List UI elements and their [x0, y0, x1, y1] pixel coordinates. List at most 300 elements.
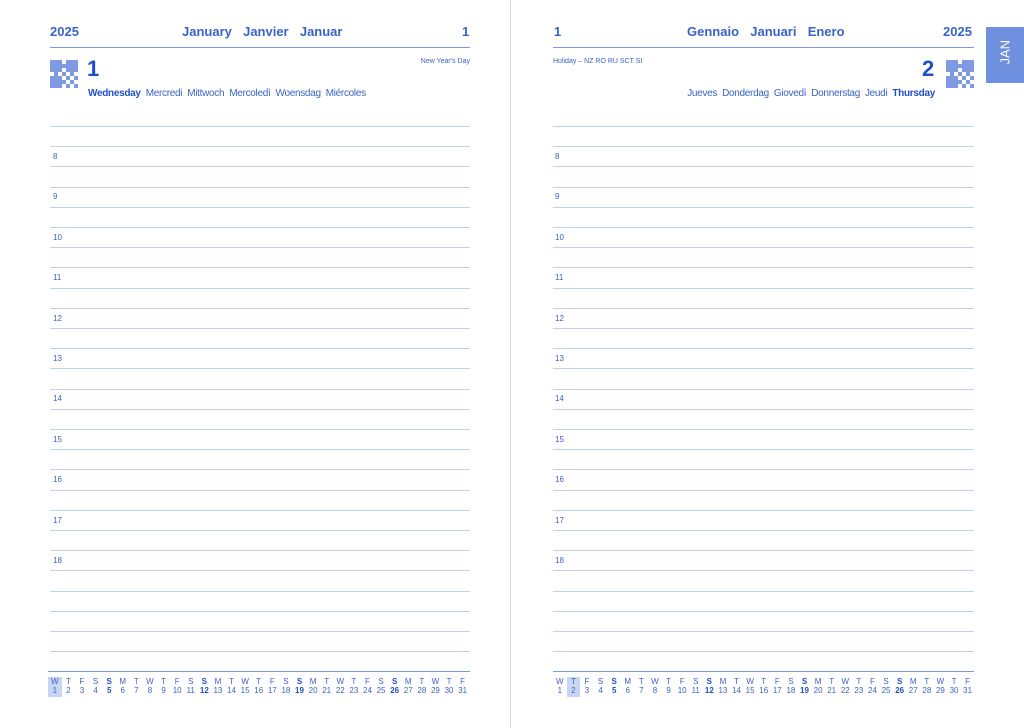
mini-calendar-weekday: M	[909, 677, 917, 686]
ruled-line	[553, 449, 974, 450]
mini-calendar-date: 2	[571, 686, 576, 695]
mini-calendar-day[interactable]	[293, 677, 307, 697]
mini-calendar-weekday: M	[214, 677, 222, 686]
mini-calendar	[553, 677, 974, 697]
hour-label: 10	[53, 233, 62, 242]
ruled-line	[50, 247, 470, 248]
mini-calendar	[48, 677, 469, 697]
ruled-line	[553, 510, 974, 511]
ruled-line	[553, 651, 974, 652]
mini-calendar-weekday: F	[460, 677, 466, 686]
mini-calendar-weekday: T	[229, 677, 234, 686]
mini-calendar-date: 24	[363, 686, 372, 695]
mini-calendar-date: 7	[639, 686, 644, 695]
header-rule	[553, 47, 974, 48]
ruled-line	[553, 187, 974, 188]
mini-calendar-day[interactable]	[225, 677, 239, 697]
mini-calendar-weekday: M	[119, 677, 127, 686]
mini-calendar-weekday: S	[296, 677, 303, 686]
mini-calendar-day[interactable]	[906, 677, 920, 697]
mini-calendar-day[interactable]	[361, 677, 375, 697]
day-name: Mercoledì	[229, 88, 271, 99]
right-page	[512, 0, 1024, 728]
mini-calendar-weekday: S	[801, 677, 808, 686]
hour-label: 15	[53, 435, 62, 444]
ruled-line	[50, 166, 470, 167]
month-title: January Janvier Januar	[182, 24, 343, 39]
mini-calendar-weekday: T	[351, 677, 357, 686]
ruled-line	[553, 166, 974, 167]
mini-calendar-day[interactable]	[675, 677, 689, 697]
mini-calendar-weekday: T	[324, 677, 330, 686]
ruled-line	[553, 389, 974, 390]
day-of-year: 1	[462, 24, 470, 39]
mini-calendar-date: 30	[444, 686, 454, 695]
hour-label: 16	[53, 475, 62, 484]
mini-calendar-weekday: F	[174, 677, 180, 686]
mini-calendar-weekday: M	[814, 677, 822, 686]
mini-calendar-weekday: T	[924, 677, 930, 686]
ruled-line	[553, 368, 974, 369]
ruled-line	[553, 126, 974, 127]
ruled-line	[553, 328, 974, 329]
hour-label: 10	[555, 233, 564, 242]
mini-calendar-weekday: W	[51, 677, 59, 686]
mini-calendar-weekday: S	[283, 677, 289, 686]
mini-calendar-date: 31	[458, 686, 468, 695]
ruled-line	[553, 146, 974, 147]
mini-calendar-day[interactable]	[415, 677, 429, 697]
mini-calendar-day[interactable]	[934, 677, 948, 697]
mini-calendar-day[interactable]	[62, 677, 76, 697]
mini-calendar-weekday: M	[309, 677, 317, 686]
mini-calendar-date: 3	[584, 686, 590, 695]
mini-calendar-weekday: F	[269, 677, 275, 686]
ruled-line	[50, 328, 470, 329]
qr-code-icon-graphic	[946, 60, 974, 88]
ruled-line	[50, 449, 470, 450]
ruled-line	[50, 267, 470, 268]
ruled-line	[50, 389, 470, 390]
ruled-line	[553, 530, 974, 531]
mini-calendar-day[interactable]	[442, 677, 456, 697]
mini-calendar-weekday: S	[201, 677, 207, 686]
mini-calendar-date: 13	[718, 686, 728, 695]
mini-calendar-weekday: W	[651, 677, 659, 686]
ruled-line	[50, 611, 470, 612]
day-name: Woensdag	[275, 88, 321, 99]
ruled-line	[553, 288, 974, 289]
mini-calendar-day[interactable]	[838, 677, 852, 697]
mini-calendar-weekday: W	[146, 677, 154, 686]
mini-calendar-weekday: S	[106, 677, 112, 686]
mini-calendar-day[interactable]	[211, 677, 225, 697]
mini-calendar-date: 1	[557, 686, 563, 695]
ruled-line	[50, 651, 470, 652]
mini-calendar-weekday: W	[336, 677, 345, 686]
mini-calendar-weekday: T	[161, 677, 166, 686]
mini-calendar-day[interactable]	[48, 677, 62, 697]
mini-calendar-date: 20	[813, 686, 823, 695]
year-label: 2025	[943, 24, 972, 39]
mini-calendar-date: 15	[240, 686, 250, 695]
mini-calendar-weekday: T	[446, 677, 452, 686]
mini-calendar-day[interactable]	[689, 677, 703, 697]
mini-calendar-date: 5	[106, 686, 112, 695]
hour-label: 18	[53, 556, 62, 565]
mini-calendar-date: 26	[390, 686, 400, 695]
mini-calendar-day[interactable]	[116, 677, 130, 697]
mini-calendar-day[interactable]	[662, 677, 676, 697]
day-names-row	[687, 88, 935, 99]
mini-calendar-date: 28	[417, 686, 427, 695]
hour-label: 17	[53, 516, 62, 525]
mini-calendar-day[interactable]	[130, 677, 144, 697]
mini-calendar-weekday: F	[774, 677, 780, 686]
day-names-row	[88, 88, 366, 99]
ruled-line	[50, 187, 470, 188]
hour-label: 11	[53, 273, 62, 282]
ruled-line	[553, 207, 974, 208]
ruled-line	[553, 308, 974, 309]
mini-calendar-day[interactable]	[771, 677, 785, 697]
ruled-line	[553, 429, 974, 430]
mini-calendar-rule	[553, 671, 974, 672]
mini-calendar-day[interactable]	[866, 677, 880, 697]
mini-calendar-day[interactable]	[306, 677, 320, 697]
mini-calendar-day[interactable]	[456, 677, 470, 697]
hour-label: 13	[53, 354, 62, 363]
mini-calendar-date: 24	[868, 686, 877, 695]
mini-calendar-date: 19	[800, 686, 809, 695]
mini-calendar-day[interactable]	[784, 677, 798, 697]
mini-calendar-weekday: T	[638, 677, 644, 686]
mini-calendar-date: 31	[963, 686, 973, 695]
hour-label: 11	[555, 273, 564, 282]
mini-calendar-day[interactable]	[743, 677, 757, 697]
mini-calendar-date: 6	[625, 686, 630, 695]
mini-calendar-date: 16	[254, 686, 264, 695]
mini-calendar-day[interactable]	[266, 677, 280, 697]
mini-calendar-weekday: W	[841, 677, 850, 686]
mini-calendar-day[interactable]	[102, 677, 116, 697]
day-name: Jeudi	[864, 88, 888, 99]
mini-calendar-day[interactable]	[920, 677, 934, 697]
mini-calendar-day[interactable]	[580, 677, 594, 697]
mini-calendar-date: 14	[732, 686, 741, 695]
day-number: 1	[87, 56, 100, 81]
ruled-line	[553, 227, 974, 228]
mini-calendar-date: 29	[935, 686, 945, 695]
ruled-line	[553, 469, 974, 470]
day-name: Donnerstag	[811, 88, 860, 99]
mini-calendar-weekday: M	[624, 677, 632, 686]
mini-calendar-date: 15	[745, 686, 755, 695]
ruled-line	[50, 469, 470, 470]
ruled-line	[553, 631, 974, 632]
mini-calendar-weekday: T	[666, 677, 671, 686]
hour-label: 9	[555, 192, 560, 201]
mini-calendar-weekday: T	[856, 677, 862, 686]
mini-calendar-weekday: S	[378, 677, 384, 686]
mini-calendar-date: 21	[322, 686, 332, 695]
mini-calendar-day[interactable]	[947, 677, 961, 697]
mini-calendar-date: 10	[172, 686, 182, 695]
ruled-line	[50, 490, 470, 491]
mini-calendar-day[interactable]	[157, 677, 171, 697]
mini-calendar-day[interactable]	[333, 677, 347, 697]
month-title: Gennaio Januari Enero	[687, 24, 845, 39]
mini-calendar-weekday: T	[734, 677, 739, 686]
mini-calendar-date: 21	[827, 686, 837, 695]
mini-calendar-day[interactable]	[279, 677, 293, 697]
mini-calendar-weekday: S	[92, 677, 99, 686]
mini-calendar-date: 22	[840, 686, 850, 695]
mini-calendar-day[interactable]	[89, 677, 103, 697]
ruled-line	[50, 550, 470, 551]
ruled-line	[50, 530, 470, 531]
mini-calendar-date: 17	[772, 686, 782, 695]
hour-label: 12	[555, 314, 564, 323]
mini-calendar-day[interactable]	[388, 677, 402, 697]
day-of-year: 1	[554, 24, 562, 39]
ruled-line	[553, 409, 974, 410]
mini-calendar-date: 12	[704, 686, 714, 695]
mini-calendar-date: 9	[161, 686, 166, 695]
qr-code-icon	[50, 60, 78, 88]
mini-calendar-day[interactable]	[648, 677, 662, 697]
mini-calendar-day[interactable]	[811, 677, 825, 697]
mini-calendar-date: 6	[120, 686, 125, 695]
mini-calendar-day[interactable]	[852, 677, 866, 697]
mini-calendar-weekday: T	[133, 677, 139, 686]
mini-calendar-day[interactable]	[879, 677, 893, 697]
mini-calendar-date: 5	[611, 686, 617, 695]
hour-label: 14	[53, 394, 62, 403]
mini-calendar-day[interactable]	[374, 677, 388, 697]
mini-calendar-day[interactable]	[567, 677, 581, 697]
ruled-line	[50, 591, 470, 592]
mini-calendar-day[interactable]	[184, 677, 198, 697]
mini-calendar-weekday: W	[431, 677, 440, 686]
mini-calendar-day[interactable]	[553, 677, 567, 697]
mini-calendar-date: 2	[66, 686, 71, 695]
mini-calendar-date: 20	[308, 686, 318, 695]
mini-calendar-day[interactable]	[238, 677, 252, 697]
mini-calendar-day[interactable]	[75, 677, 89, 697]
mini-calendar-date: 13	[213, 686, 223, 695]
ruled-line	[50, 631, 470, 632]
mini-calendar-day[interactable]	[730, 677, 744, 697]
mini-calendar-day[interactable]	[320, 677, 334, 697]
mini-calendar-date: 22	[335, 686, 345, 695]
hour-label: 16	[555, 475, 564, 484]
mini-calendar-date: 27	[908, 686, 918, 695]
hour-label: 14	[555, 394, 564, 403]
mini-calendar-weekday: W	[936, 677, 945, 686]
ruled-line	[50, 348, 470, 349]
mini-calendar-day[interactable]	[635, 677, 649, 697]
mini-calendar-date: 28	[922, 686, 932, 695]
mini-calendar-day[interactable]	[170, 677, 184, 697]
ruled-line	[50, 146, 470, 147]
mini-calendar-weekday: W	[556, 677, 564, 686]
mini-calendar-day[interactable]	[825, 677, 839, 697]
hour-label: 8	[53, 152, 58, 161]
qr-code-icon	[946, 60, 974, 88]
month-tab[interactable]	[986, 27, 1024, 83]
mini-calendar-rule	[48, 671, 470, 672]
mini-calendar-date: 30	[949, 686, 959, 695]
ruled-line	[553, 247, 974, 248]
mini-calendar-weekday: W	[241, 677, 249, 686]
hour-label: 9	[53, 192, 58, 201]
mini-calendar-day[interactable]	[347, 677, 361, 697]
ruled-line	[553, 267, 974, 268]
hour-label: 8	[555, 152, 560, 161]
ruled-line	[553, 611, 974, 612]
ruled-line	[50, 429, 470, 430]
day-number: 2	[922, 56, 935, 81]
ruled-line	[50, 227, 470, 228]
hour-label: 17	[555, 516, 564, 525]
holiday-label: Holiday – NZ RO RU SCT SI	[553, 58, 643, 65]
mini-calendar-date: 25	[376, 686, 386, 695]
mini-calendar-date: 4	[93, 686, 98, 695]
mini-calendar-weekday: F	[365, 677, 370, 686]
mini-calendar-weekday: F	[679, 677, 685, 686]
ruled-line	[50, 207, 470, 208]
mini-calendar-day[interactable]	[961, 677, 975, 697]
ruled-line	[50, 126, 470, 127]
day-name: Donderdag	[722, 88, 769, 99]
mini-calendar-day[interactable]	[757, 677, 771, 697]
mini-calendar-date: 8	[652, 686, 658, 695]
hour-label: 18	[555, 556, 564, 565]
mini-calendar-date: 26	[895, 686, 905, 695]
day-name: Mittwoch	[187, 88, 225, 99]
hour-label: 13	[555, 354, 564, 363]
mini-calendar-day[interactable]	[716, 677, 730, 697]
day-name: Thursday	[892, 88, 935, 99]
mini-calendar-date: 4	[598, 686, 603, 695]
ruled-line	[50, 308, 470, 309]
mini-calendar-date: 19	[295, 686, 304, 695]
mini-calendar-date: 3	[79, 686, 85, 695]
left-page	[0, 0, 510, 728]
mini-calendar-date: 17	[267, 686, 277, 695]
ruled-line	[50, 570, 470, 571]
day-name: Giovedì	[773, 88, 807, 99]
hour-label: 15	[555, 435, 564, 444]
ruled-line	[553, 550, 974, 551]
mini-calendar-weekday: T	[65, 677, 71, 686]
mini-calendar-weekday: S	[391, 677, 398, 686]
mini-calendar-date: 23	[349, 686, 359, 695]
mini-calendar-weekday: M	[404, 677, 412, 686]
qr-code-icon-graphic	[50, 60, 78, 88]
mini-calendar-weekday: S	[706, 677, 712, 686]
mini-calendar-date: 18	[786, 686, 796, 695]
mini-calendar-date: 9	[666, 686, 671, 695]
mini-calendar-weekday: S	[788, 677, 794, 686]
mini-calendar-weekday: W	[746, 677, 754, 686]
holiday-label: New Year's Day	[420, 58, 470, 65]
ruled-line	[50, 288, 470, 289]
mini-calendar-weekday: S	[611, 677, 617, 686]
mini-calendar-day[interactable]	[252, 677, 266, 697]
mini-calendar-day[interactable]	[798, 677, 812, 697]
page-spine	[510, 0, 511, 728]
mini-calendar-day[interactable]	[621, 677, 635, 697]
header-rule	[50, 47, 470, 48]
day-name: Jueves	[687, 88, 718, 99]
mini-calendar-date: 1	[52, 686, 58, 695]
mini-calendar-day[interactable]	[429, 677, 443, 697]
mini-calendar-day[interactable]	[893, 677, 907, 697]
mini-calendar-date: 23	[854, 686, 864, 695]
ruled-line	[553, 591, 974, 592]
mini-calendar-date: 12	[199, 686, 209, 695]
ruled-line	[50, 368, 470, 369]
mini-calendar-weekday: F	[79, 677, 85, 686]
mini-calendar-weekday: S	[883, 677, 889, 686]
mini-calendar-weekday: T	[829, 677, 835, 686]
hour-label: 12	[53, 314, 62, 323]
day-name: Miércoles	[325, 88, 366, 99]
mini-calendar-weekday: T	[419, 677, 425, 686]
mini-calendar-date: 11	[186, 686, 195, 695]
day-name: Wednesday	[88, 88, 141, 99]
year-label: 2025	[50, 24, 79, 39]
mini-calendar-weekday: T	[570, 677, 576, 686]
mini-calendar-day[interactable]	[607, 677, 621, 697]
mini-calendar-date: 10	[677, 686, 687, 695]
ruled-line	[553, 570, 974, 571]
mini-calendar-day[interactable]	[703, 677, 717, 697]
mini-calendar-weekday: M	[719, 677, 727, 686]
mini-calendar-weekday: S	[597, 677, 604, 686]
mini-calendar-weekday: S	[693, 677, 699, 686]
day-name: Mercredi	[145, 88, 183, 99]
mini-calendar-date: 25	[881, 686, 891, 695]
mini-calendar-weekday: S	[896, 677, 903, 686]
ruled-line	[553, 348, 974, 349]
mini-calendar-weekday: F	[965, 677, 971, 686]
ruled-line	[50, 510, 470, 511]
month-tab-label: JAN	[997, 39, 1013, 65]
ruled-line	[553, 490, 974, 491]
mini-calendar-weekday: T	[951, 677, 957, 686]
mini-calendar-weekday: F	[584, 677, 590, 686]
mini-calendar-day[interactable]	[594, 677, 608, 697]
mini-calendar-date: 11	[691, 686, 700, 695]
mini-calendar-date: 7	[134, 686, 139, 695]
mini-calendar-weekday: T	[256, 677, 262, 686]
mini-calendar-date: 16	[759, 686, 769, 695]
mini-calendar-date: 14	[227, 686, 236, 695]
ruled-line	[50, 409, 470, 410]
mini-calendar-weekday: F	[870, 677, 875, 686]
mini-calendar-day[interactable]	[198, 677, 212, 697]
mini-calendar-weekday: T	[761, 677, 767, 686]
mini-calendar-date: 8	[147, 686, 153, 695]
mini-calendar-day[interactable]	[401, 677, 415, 697]
mini-calendar-date: 29	[430, 686, 440, 695]
mini-calendar-day[interactable]	[143, 677, 157, 697]
mini-calendar-date: 18	[281, 686, 291, 695]
mini-calendar-weekday: S	[188, 677, 194, 686]
